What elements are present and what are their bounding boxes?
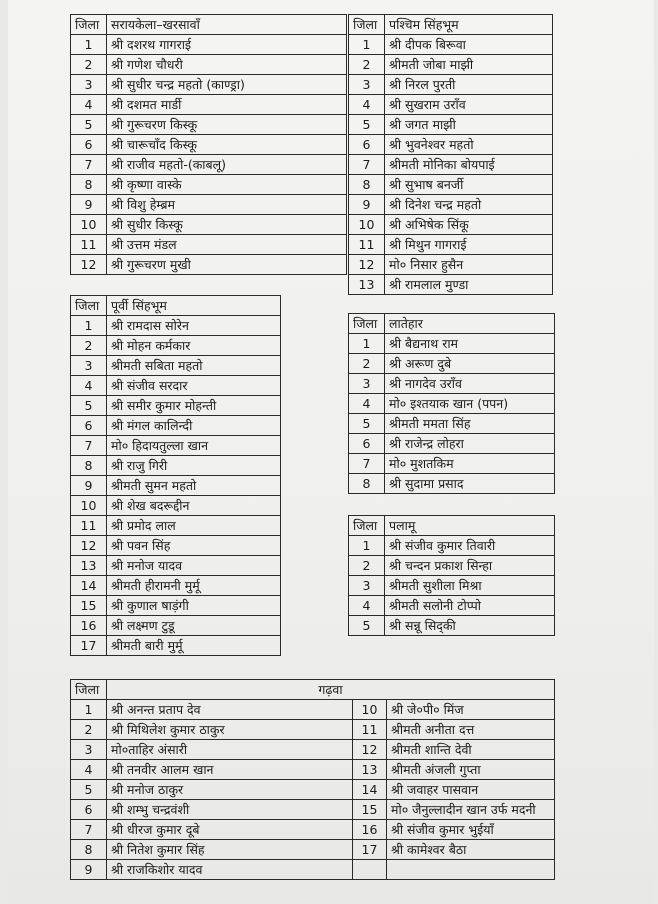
- serial-number: 2: [349, 55, 385, 75]
- serial-number: [353, 860, 387, 880]
- member-name: श्री मंगल कालिन्दी: [107, 416, 281, 436]
- table-row: [71, 760, 555, 780]
- table-header-row: [71, 680, 555, 700]
- table-row: [71, 556, 281, 576]
- table-body: [349, 15, 553, 295]
- serial-number: 1: [349, 536, 385, 556]
- member-name: श्री सुधीर किस्कू: [107, 215, 347, 235]
- serial-number: 11: [349, 235, 385, 255]
- table-row: [71, 860, 555, 880]
- member-name: श्री राजु गिरी: [107, 456, 281, 476]
- serial-number: 2: [71, 336, 107, 356]
- table-row: [349, 414, 555, 434]
- serial-number: 6: [349, 434, 385, 454]
- member-name: श्रीमती हीरामनी मुर्मू: [107, 576, 281, 596]
- table-row: [71, 255, 347, 275]
- member-name: श्री शेख बदरूद्दीन: [107, 496, 281, 516]
- table-row: [349, 155, 553, 175]
- table-row: [349, 175, 553, 195]
- table-body: [71, 15, 347, 275]
- member-name: श्री राजकिशोर यादव: [107, 860, 353, 880]
- member-name: श्रीमती अंजली गुप्ता: [387, 760, 555, 780]
- member-name: मो० हिदायतुल्ला खान: [107, 436, 281, 456]
- table-row: [349, 55, 553, 75]
- serial-number: 8: [349, 474, 385, 494]
- table-row: [349, 75, 553, 95]
- member-name: श्री गुरूचरण मुखी: [107, 255, 347, 275]
- member-name: श्री समीर कुमार मोहन्ती: [107, 396, 281, 416]
- table-row: [349, 95, 553, 115]
- serial-number: 3: [349, 75, 385, 95]
- serial-number: 7: [349, 454, 385, 474]
- table-header-row: [349, 314, 555, 334]
- member-name: श्री दशरथ गागराई: [107, 35, 347, 55]
- member-name: श्रीमती ममता सिंह: [385, 414, 555, 434]
- member-name: श्री नागदेव उराँव: [385, 374, 555, 394]
- serial-number: 11: [71, 516, 107, 536]
- serial-number: 2: [71, 720, 107, 740]
- table-row: [71, 820, 555, 840]
- member-name: श्री मोहन कर्मकार: [107, 336, 281, 356]
- member-name: श्री संजीव सरदार: [107, 376, 281, 396]
- table-row: [71, 496, 281, 516]
- serial-number: 1: [71, 316, 107, 336]
- table-row: [349, 596, 555, 616]
- serial-number: 10: [349, 215, 385, 235]
- table-row: [71, 356, 281, 376]
- member-name: श्री तनवीर आलम खान: [107, 760, 353, 780]
- table-row: [349, 434, 555, 454]
- table-row: [71, 75, 347, 95]
- table-row: [349, 135, 553, 155]
- member-name: श्री सुधीर चन्द्र महतो (काण्ड्रा): [107, 75, 347, 95]
- serial-number: 3: [71, 75, 107, 95]
- member-name: श्री अरूण दुबे: [385, 354, 555, 374]
- table-row: [71, 316, 281, 336]
- serial-number: 12: [353, 740, 387, 760]
- table-row: [71, 456, 281, 476]
- member-name: श्री बैद्यनाथ राम: [385, 334, 555, 354]
- district-name: पश्चिम सिंहभूम: [385, 15, 553, 35]
- table-body: [349, 516, 555, 636]
- table-row: [71, 115, 347, 135]
- member-name: श्री पवन सिंह: [107, 536, 281, 556]
- serial-number: 4: [349, 95, 385, 115]
- table-row: [71, 95, 347, 115]
- serial-number: 4: [71, 95, 107, 115]
- serial-number: 17: [353, 840, 387, 860]
- table-header-row: [71, 15, 347, 35]
- member-name: श्रीमती सलोनी टोप्पो: [385, 596, 555, 616]
- table-row: [71, 800, 555, 820]
- member-name: श्री धीरज कुमार दूबे: [107, 820, 353, 840]
- table-row: [71, 55, 347, 75]
- serial-number: 12: [71, 536, 107, 556]
- member-name: श्री राजेन्द्र लोहरा: [385, 434, 555, 454]
- district-label: जिला: [71, 15, 107, 35]
- serial-number: 9: [71, 476, 107, 496]
- member-name: श्री कामेश्वर बैठा: [387, 840, 555, 860]
- table-row: [71, 720, 555, 740]
- member-name: श्री चन्दन प्रकाश सिन्हा: [385, 556, 555, 576]
- district-table-latehar: [348, 313, 555, 494]
- table-row: [71, 576, 281, 596]
- table-row: [71, 336, 281, 356]
- serial-number: 4: [71, 376, 107, 396]
- serial-number: 2: [71, 55, 107, 75]
- district-table-saraikela: [70, 14, 347, 275]
- member-name: [387, 860, 555, 880]
- member-name: श्री राजीव महतो-(काबलू): [107, 155, 347, 175]
- district-name: सरायकेला–खरसावाँ: [107, 15, 347, 35]
- serial-number: 6: [71, 135, 107, 155]
- table-row: [349, 616, 555, 636]
- member-name: श्रीमती जोबा माझी: [385, 55, 553, 75]
- member-name: मो० इश्तयाक खान (पपन): [385, 394, 555, 414]
- serial-number: 9: [71, 860, 107, 880]
- serial-number: 8: [71, 456, 107, 476]
- member-name: श्री दिनेश चन्द्र महतो: [385, 195, 553, 215]
- serial-number: 17: [71, 636, 107, 656]
- member-name: श्री जगत माझी: [385, 115, 553, 135]
- table-row: [71, 215, 347, 235]
- district-name: पलामू: [385, 516, 555, 536]
- document-page: [8, 0, 654, 904]
- district-table-purvi-singhbhum: [70, 295, 281, 656]
- serial-number: 3: [349, 374, 385, 394]
- table-row: [349, 394, 555, 414]
- table-row: [349, 576, 555, 596]
- district-label: जिला: [349, 314, 385, 334]
- table-header-row: [349, 15, 553, 35]
- table-row: [349, 115, 553, 135]
- serial-number: 5: [349, 414, 385, 434]
- table-row: [349, 536, 555, 556]
- serial-number: 13: [353, 760, 387, 780]
- member-name: श्री संजीव कुमार भुईयाँ: [387, 820, 555, 840]
- serial-number: 10: [353, 700, 387, 720]
- serial-number: 5: [349, 616, 385, 636]
- serial-number: 8: [349, 175, 385, 195]
- district-label: जिला: [349, 15, 385, 35]
- table-row: [71, 436, 281, 456]
- serial-number: 7: [71, 436, 107, 456]
- member-name: श्री सुभाष बनर्जी: [385, 175, 553, 195]
- serial-number: 1: [71, 700, 107, 720]
- member-name: श्री गणेश चौधरी: [107, 55, 347, 75]
- serial-number: 12: [349, 255, 385, 275]
- district-label: जिला: [71, 296, 107, 316]
- member-name: श्री अभिषेक सिंकू: [385, 215, 553, 235]
- table-row: [349, 454, 555, 474]
- member-name: श्री कुणाल षाड़ंगी: [107, 596, 281, 616]
- table-row: [71, 135, 347, 155]
- district-label: जिला: [71, 680, 107, 700]
- serial-number: 3: [349, 576, 385, 596]
- member-name: श्री मिथुन गागराई: [385, 235, 553, 255]
- district-name: गढ़वा: [107, 680, 555, 700]
- member-name: मो० मुशतकिम: [385, 454, 555, 474]
- serial-number: 2: [349, 354, 385, 374]
- serial-number: 15: [353, 800, 387, 820]
- member-name: श्री नितेश कुमार सिंह: [107, 840, 353, 860]
- serial-number: 4: [349, 394, 385, 414]
- member-name: श्री सुदामा प्रसाद: [385, 474, 555, 494]
- serial-number: 15: [71, 596, 107, 616]
- member-name: श्री कृष्णा वास्के: [107, 175, 347, 195]
- member-name: श्री प्रमोद लाल: [107, 516, 281, 536]
- table-header-row: [71, 296, 281, 316]
- table-row: [71, 536, 281, 556]
- serial-number: 5: [71, 780, 107, 800]
- serial-number: 4: [71, 760, 107, 780]
- member-name: श्री जवाहर पासवान: [387, 780, 555, 800]
- serial-number: 16: [353, 820, 387, 840]
- member-name: श्री रामलाल मुण्डा: [385, 275, 553, 295]
- serial-number: 10: [71, 215, 107, 235]
- serial-number: 5: [349, 115, 385, 135]
- serial-number: 9: [71, 195, 107, 215]
- member-name: श्री दशमत मार्डी: [107, 95, 347, 115]
- serial-number: 7: [71, 820, 107, 840]
- member-name: मो० जैनुल्लादीन खान उर्फ मदनी: [387, 800, 555, 820]
- table-row: [349, 255, 553, 275]
- table-row: [349, 235, 553, 255]
- member-name: श्री रामदास सोरेन: [107, 316, 281, 336]
- serial-number: 3: [71, 740, 107, 760]
- serial-number: 13: [71, 556, 107, 576]
- serial-number: 14: [71, 576, 107, 596]
- district-name: लातेहार: [385, 314, 555, 334]
- member-name: श्री गुरूचरण किस्कू: [107, 115, 347, 135]
- table-body: [71, 296, 281, 656]
- serial-number: 10: [71, 496, 107, 516]
- table-row: [71, 476, 281, 496]
- table-row: [71, 616, 281, 636]
- table-row: [71, 195, 347, 215]
- member-name: मो०ताहिर अंसारी: [107, 740, 353, 760]
- district-table-palamu: [348, 515, 555, 636]
- serial-number: 6: [71, 416, 107, 436]
- table-row: [71, 235, 347, 255]
- member-name: श्री निरल पुरती: [385, 75, 553, 95]
- member-name: श्रीमती सबिता महतो: [107, 356, 281, 376]
- member-name: श्री भुवनेश्वर महतो: [385, 135, 553, 155]
- serial-number: 5: [71, 115, 107, 135]
- serial-number: 4: [349, 596, 385, 616]
- serial-number: 14: [353, 780, 387, 800]
- member-name: श्री सन्नू सिद्की: [385, 616, 555, 636]
- serial-number: 16: [71, 616, 107, 636]
- district-table-garhwa: [70, 679, 555, 880]
- member-name: श्री मनोज ठाकुर: [107, 780, 353, 800]
- serial-number: 1: [349, 334, 385, 354]
- table-row: [349, 374, 555, 394]
- serial-number: 2: [349, 556, 385, 576]
- table-header-row: [349, 516, 555, 536]
- serial-number: 7: [71, 155, 107, 175]
- member-name: श्री शम्भु चन्द्रवंशी: [107, 800, 353, 820]
- serial-number: 11: [71, 235, 107, 255]
- table-row: [71, 596, 281, 616]
- member-name: श्री लक्ष्मण टुडू: [107, 616, 281, 636]
- member-name: श्रीमती सुमन महतो: [107, 476, 281, 496]
- table-row: [71, 740, 555, 760]
- member-name: श्रीमती मोनिका बोयपाई: [385, 155, 553, 175]
- table-row: [71, 416, 281, 436]
- member-name: श्रीमती सुशीला मिश्रा: [385, 576, 555, 596]
- serial-number: 9: [349, 195, 385, 215]
- table-row: [71, 700, 555, 720]
- table-row: [71, 175, 347, 195]
- serial-number: 5: [71, 396, 107, 416]
- table-row: [349, 556, 555, 576]
- district-name: पूर्वी सिंहभूम: [107, 296, 281, 316]
- member-name: श्री मिथिलेश कुमार ठाकुर: [107, 720, 353, 740]
- table-row: [71, 376, 281, 396]
- table-row: [71, 636, 281, 656]
- member-name: श्री मनोज यादव: [107, 556, 281, 576]
- member-name: श्रीमती शान्ति देवी: [387, 740, 555, 760]
- table-row: [349, 334, 555, 354]
- serial-number: 13: [349, 275, 385, 295]
- member-name: श्रीमती अनीता दत्त: [387, 720, 555, 740]
- table-row: [349, 195, 553, 215]
- member-name: श्री उत्तम मंडल: [107, 235, 347, 255]
- table-row: [349, 474, 555, 494]
- member-name: श्री जे०पी० मिंज: [387, 700, 555, 720]
- table-row: [349, 275, 553, 295]
- member-name: श्री विशु हेम्ब्रम: [107, 195, 347, 215]
- member-name: श्री संजीव कुमार तिवारी: [385, 536, 555, 556]
- serial-number: 8: [71, 840, 107, 860]
- table-row: [349, 215, 553, 235]
- member-name: श्री दीपक बिरूवा: [385, 35, 553, 55]
- table-row: [71, 396, 281, 416]
- table-row: [71, 840, 555, 860]
- serial-number: 1: [71, 35, 107, 55]
- table-row: [71, 516, 281, 536]
- serial-number: 8: [71, 175, 107, 195]
- serial-number: 12: [71, 255, 107, 275]
- serial-number: 11: [353, 720, 387, 740]
- serial-number: 1: [349, 35, 385, 55]
- table-row: [71, 35, 347, 55]
- member-name: श्री चारूचाँद किस्कू: [107, 135, 347, 155]
- member-name: मो० निसार हुसैन: [385, 255, 553, 275]
- serial-number: 7: [349, 155, 385, 175]
- serial-number: 3: [71, 356, 107, 376]
- table-row: [349, 35, 553, 55]
- table-row: [349, 354, 555, 374]
- table-row: [71, 780, 555, 800]
- member-name: श्री सुखराम उराँव: [385, 95, 553, 115]
- member-name: श्री अनन्त प्रताप देव: [107, 700, 353, 720]
- table-body: [71, 680, 555, 880]
- table-body: [349, 314, 555, 494]
- member-name: श्रीमती बारी मुर्मू: [107, 636, 281, 656]
- serial-number: 6: [71, 800, 107, 820]
- district-label: जिला: [349, 516, 385, 536]
- serial-number: 6: [349, 135, 385, 155]
- district-table-paschim-singhbhum: [348, 14, 553, 295]
- table-row: [71, 155, 347, 175]
